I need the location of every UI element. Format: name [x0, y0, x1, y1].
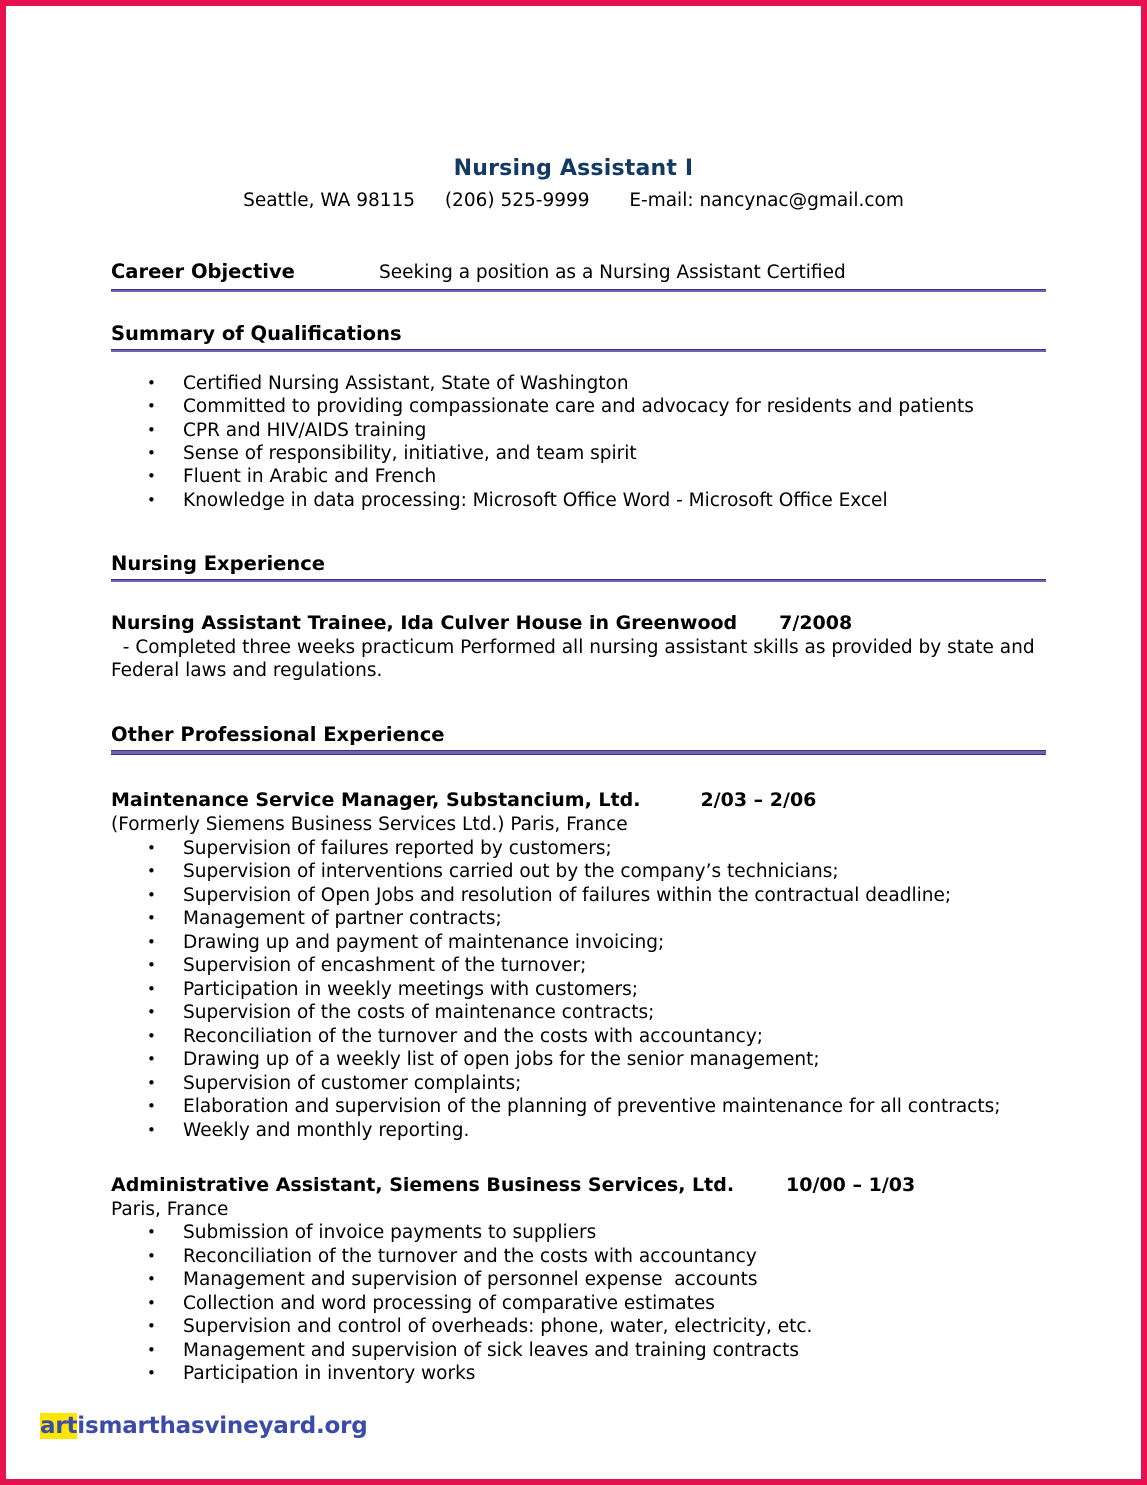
list-item [111, 931, 1046, 955]
bullet-icon: • [147, 885, 156, 904]
job-date: 2/03 – 2/06 [700, 789, 817, 812]
list-item [111, 978, 1046, 1002]
list-item-text: Management and supervision of sick leaves and training contracts [183, 1339, 799, 1361]
bullet-icon: • [147, 374, 156, 393]
job-title: Maintenance Service Manager, Substancium, Ltd. [111, 789, 641, 812]
job-subtitle: Paris, France [111, 1198, 229, 1220]
list-item [111, 1221, 1046, 1245]
job-subtitle: (Formerly Siemens Business Services Ltd.) Paris, France [111, 814, 628, 836]
watermark-highlight: art [40, 1413, 78, 1439]
list-item-text: CPR and HIV/AIDS training [183, 419, 427, 441]
spacer-before-nursing-entry [111, 582, 1046, 612]
bullet-icon: • [147, 1223, 156, 1242]
list-item [111, 1119, 1046, 1143]
spacer-after-summary [111, 512, 1046, 552]
list-item [111, 395, 1046, 418]
spacer-before-job-1 [111, 755, 1046, 789]
bullet-icon: • [147, 1003, 156, 1022]
bullet-icon: • [147, 956, 156, 975]
bullet-icon: • [147, 1073, 156, 1092]
contact-location: Seattle, WA 98115 [243, 190, 416, 212]
list-item [111, 1362, 1046, 1386]
page-title: Nursing Assistant I [453, 156, 694, 181]
list-item [111, 1095, 1046, 1119]
bullet-icon: • [147, 1120, 156, 1139]
list-item [111, 907, 1046, 931]
list-item [111, 442, 1046, 465]
bullet-icon: • [147, 1317, 156, 1336]
list-item-text: Fluent in Arabic and French [183, 466, 437, 488]
list-item [111, 465, 1046, 488]
list-item [111, 1339, 1046, 1363]
list-item [111, 489, 1046, 512]
spacer-between-jobs [111, 1142, 1046, 1174]
list-item-text: Committed to providing compassionate care and advocacy for residents and patients [183, 396, 974, 418]
list-item [111, 1072, 1046, 1096]
list-item [111, 860, 1046, 884]
list-item [111, 1268, 1046, 1292]
spacer-before-summary-list [111, 352, 1046, 372]
list-item-text: Certified Nursing Assistant, State of Washington [183, 373, 629, 395]
list-item-text: Weekly and monthly reporting. [183, 1119, 470, 1141]
list-item-text: Reconciliation of the turnover and the costs with accountancy; [183, 1025, 764, 1047]
job-entry [111, 789, 1046, 1142]
bullet-icon: • [147, 1097, 156, 1116]
nursing-experience-heading: Nursing Experience [111, 551, 326, 575]
list-item-text: Elaboration and supervision of the planning of preventive maintenance for all contracts; [183, 1096, 1001, 1118]
job-title-row [111, 1174, 1046, 1198]
nursing-experience-entry [111, 612, 1046, 683]
bullet-icon: • [147, 979, 156, 998]
resume-sheet [6, 6, 1141, 1479]
bullet-icon: • [147, 1364, 156, 1383]
list-item [111, 884, 1046, 908]
list-item-text: Reconciliation of the turnover and the costs with accountancy [183, 1245, 757, 1267]
watermark-text: ismarthasvineyard.org [77, 1413, 368, 1439]
spacer-after-objective [111, 292, 1046, 322]
list-item-text: Management of partner contracts; [183, 908, 502, 930]
list-item [111, 419, 1046, 442]
job-description: - Completed three weeks practicum Performed all nursing assistant skills as provided by state and Federal laws and regulations. [111, 636, 1041, 682]
list-item-text: Submission of invoice payments to suppliers [183, 1222, 597, 1244]
list-item-text: Supervision of Open Jobs and resolution of failures within the contractual deadline; [183, 884, 952, 906]
list-item-text: Drawing up of a weekly list of open jobs for the senior management; [183, 1049, 820, 1071]
job-title-row [111, 612, 1046, 636]
bullet-icon: • [147, 467, 156, 486]
list-item-text: Supervision and control of overheads: phone, water, electricity, etc. [183, 1316, 813, 1338]
list-item [111, 1048, 1046, 1072]
contact-phone: (206) 525-9999 [444, 190, 590, 212]
job-date: 10/00 – 1/03 [786, 1174, 916, 1197]
list-item-text: Supervision of the costs of maintenance contracts; [183, 1002, 655, 1024]
list-item [111, 372, 1046, 395]
list-item-text: Supervision of interventions carried out by the company’s technicians; [183, 861, 839, 883]
bullet-icon: • [147, 1340, 156, 1359]
contact-line [6, 190, 1141, 212]
list-item-text: Participation in inventory works [183, 1363, 476, 1385]
job-date: 7/2008 [779, 612, 853, 635]
list-item-text: Supervision of customer complaints; [183, 1072, 522, 1094]
bullet-icon: • [147, 397, 156, 416]
other-experience-heading: Other Professional Experience [111, 722, 445, 746]
summary-list [111, 372, 1046, 512]
career-objective-label: Career Objective [111, 260, 295, 284]
job-title-row [111, 789, 1046, 813]
bullet-icon: • [147, 1293, 156, 1312]
bullet-icon: • [147, 443, 156, 462]
resume-body [6, 212, 1141, 1385]
list-item-text: Drawing up and payment of maintenance invoicing; [183, 931, 665, 953]
bullet-icon: • [147, 838, 156, 857]
bullet-icon: • [147, 932, 156, 951]
bullet-icon: • [147, 420, 156, 439]
site-watermark [40, 1413, 368, 1439]
list-item [111, 1245, 1046, 1269]
list-item-text: Supervision of encashment of the turnover; [183, 955, 587, 977]
bullet-icon: • [147, 1050, 156, 1069]
list-item [111, 1025, 1046, 1049]
list-item-text: Collection and word processing of comparative estimates [183, 1292, 715, 1314]
contact-email: E-mail: nancynac@gmail.com [629, 190, 904, 212]
list-item-text: Participation in weekly meetings with customers; [183, 978, 638, 1000]
list-item-text: Sense of responsibility, initiative, and team spirit [183, 442, 637, 464]
bullet-icon: • [147, 1246, 156, 1265]
bullet-icon: • [147, 1270, 156, 1289]
list-item [111, 1315, 1046, 1339]
career-objective-text: Seeking a position as a Nursing Assistant Certified [379, 262, 846, 284]
bullet-icon: • [147, 490, 156, 509]
bullet-icon: • [147, 909, 156, 928]
job-title: Nursing Assistant Trainee, Ida Culver House in Greenwood [111, 612, 738, 635]
list-item-text: Knowledge in data processing: Microsoft Office Word - Microsoft Office Excel [183, 489, 888, 511]
bullet-icon: • [147, 1026, 156, 1045]
job-bullet-list [111, 837, 1046, 1143]
list-item [111, 1292, 1046, 1316]
job-entry [111, 1174, 1046, 1386]
spacer-after-header [111, 212, 1046, 260]
list-item [111, 954, 1046, 978]
job-title: Administrative Assistant, Siemens Business Services, Ltd. [111, 1174, 735, 1197]
list-item-text: Supervision of failures reported by customers; [183, 837, 612, 859]
bullet-icon: • [147, 862, 156, 881]
career-objective-row [111, 260, 1046, 284]
summary-heading: Summary of Qualifications [111, 321, 402, 345]
spacer-after-nursing [111, 683, 1046, 723]
job-bullet-list [111, 1221, 1046, 1386]
list-item-text: Management and supervision of personnel expense accounts [183, 1269, 758, 1291]
list-item [111, 1001, 1046, 1025]
list-item [111, 837, 1046, 861]
